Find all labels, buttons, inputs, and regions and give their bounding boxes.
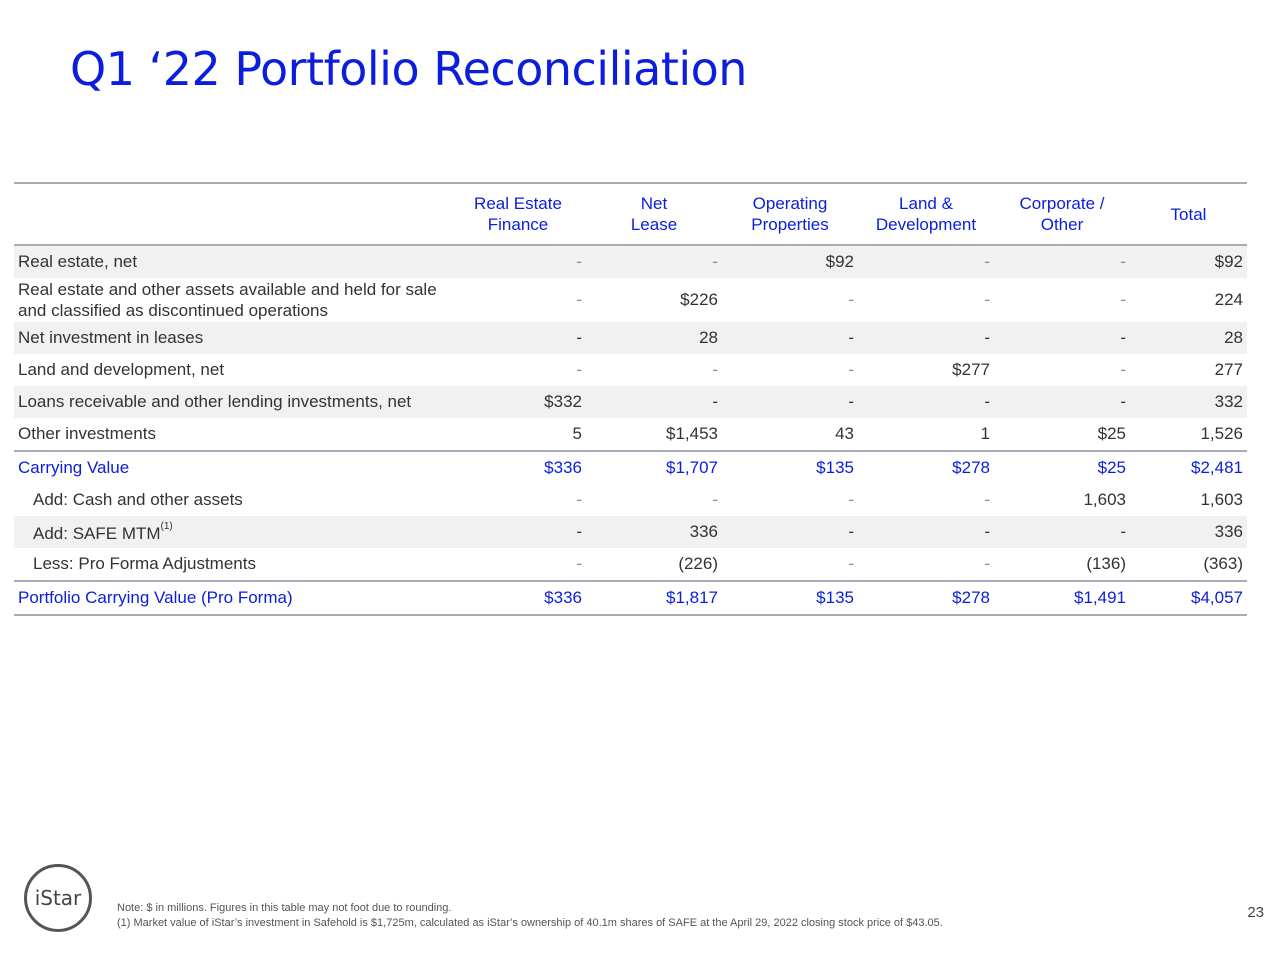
cell: $92	[722, 245, 858, 278]
cell: -	[576, 290, 582, 309]
page-title: Q1 ‘22 Portfolio Reconciliation	[70, 42, 747, 96]
cell: 1,526	[1200, 424, 1243, 443]
cell: -	[858, 245, 994, 278]
footnote-line: (1) Market value of iStar’s investment in Safehold is $1,725m, calculated as iStar’s ownership of 40.1m shares of SAFE at the April 29, 2022 closing stock price of $43.05.	[117, 917, 943, 929]
cell: 5	[572, 424, 582, 443]
cell: 336	[586, 516, 722, 548]
cell: $1,491	[1074, 588, 1126, 607]
note-line: Note: $ in millions. Figures in this table may not foot due to rounding.	[117, 902, 452, 914]
cell: $25	[1097, 458, 1126, 477]
table-row	[14, 245, 1247, 278]
carrying-value-row	[14, 451, 1247, 484]
column-header-real-estate-finance: Real Estate Finance	[474, 194, 562, 234]
cell: -	[722, 386, 858, 418]
cell: $4,057	[1191, 588, 1243, 607]
cell: 28	[1130, 322, 1247, 354]
column-header-corporate-other: Corporate / Other	[1019, 194, 1105, 234]
cell: -	[450, 322, 586, 354]
cell: 1	[980, 424, 990, 443]
cell: 43	[835, 424, 854, 443]
page-number: 23	[1247, 904, 1264, 921]
cell: $1,707	[666, 458, 718, 477]
cell: $2,481	[1191, 458, 1243, 477]
row-label: Loans receivable and other lending investments, net	[14, 386, 450, 418]
cell: 336	[1130, 516, 1247, 548]
cell: -	[712, 490, 718, 509]
cell: $1,453	[666, 424, 718, 443]
cell: -	[450, 516, 586, 548]
cell: $332	[450, 386, 586, 418]
cell: 277	[1214, 360, 1243, 379]
portfolio-total-row	[14, 581, 1247, 615]
column-header-net-lease: Net Lease	[630, 194, 678, 234]
row-label	[14, 516, 450, 548]
table-header-row	[14, 183, 1247, 245]
cell: $92	[1130, 245, 1247, 278]
footnotes	[117, 901, 1117, 931]
column-header-land-development: Land & Development	[875, 194, 977, 234]
cell: $25	[1097, 424, 1126, 443]
row-label: Add: Cash and other assets	[33, 490, 243, 509]
cell: -	[576, 360, 582, 379]
column-header-total: Total	[1170, 204, 1207, 224]
cell: $135	[816, 458, 854, 477]
row-label: Net investment in leases	[14, 322, 450, 354]
row-label: Carrying Value	[18, 458, 130, 477]
column-header-operating-properties: Operating Properties	[751, 194, 829, 234]
cell: (363)	[1203, 554, 1243, 573]
cell: -	[858, 516, 994, 548]
reconciliation-table	[14, 182, 1247, 616]
row-label: Real estate, net	[14, 245, 450, 278]
cell: $278	[952, 588, 990, 607]
cell: 332	[1130, 386, 1247, 418]
cell: -	[1120, 290, 1126, 309]
cell: -	[848, 554, 854, 573]
table-row	[14, 278, 1247, 322]
cell: $277	[952, 360, 990, 379]
cell: -	[722, 322, 858, 354]
table-row	[14, 548, 1247, 581]
row-label: Portfolio Carrying Value (Pro Forma)	[18, 588, 293, 607]
cell: 224	[1214, 290, 1243, 309]
cell: (136)	[1086, 554, 1126, 573]
cell: -	[848, 490, 854, 509]
cell: -	[1120, 360, 1126, 379]
cell: -	[858, 386, 994, 418]
cell: -	[994, 516, 1130, 548]
cell: -	[984, 554, 990, 573]
cell: -	[450, 245, 586, 278]
cell: -	[848, 290, 854, 309]
cell: (226)	[678, 554, 718, 573]
cell: -	[994, 245, 1130, 278]
table-row	[14, 354, 1247, 386]
header-blank	[14, 183, 450, 245]
cell: $336	[544, 458, 582, 477]
cell: -	[576, 490, 582, 509]
table-row	[14, 418, 1247, 451]
row-label-text: Add: SAFE MTM	[33, 523, 161, 543]
footnote-marker: (1)	[160, 520, 173, 532]
cell: -	[984, 490, 990, 509]
cell: $336	[544, 588, 582, 607]
table-row	[14, 484, 1247, 516]
cell: -	[994, 386, 1130, 418]
cell: $278	[952, 458, 990, 477]
cell: 1,603	[1200, 490, 1243, 509]
cell: $135	[816, 588, 854, 607]
cell: -	[858, 322, 994, 354]
row-label: Other investments	[18, 424, 156, 443]
cell: -	[848, 360, 854, 379]
cell: -	[722, 516, 858, 548]
cell: $1,817	[666, 588, 718, 607]
cell: -	[984, 290, 990, 309]
cell: -	[586, 386, 722, 418]
cell: 1,603	[1083, 490, 1126, 509]
logo-text: iStar	[34, 886, 82, 910]
cell: -	[576, 554, 582, 573]
cell: $226	[680, 290, 718, 309]
table-row	[14, 386, 1247, 418]
row-label: Real estate and other assets available and held for sale and classified as discontinued operations	[18, 280, 437, 320]
row-label: Land and development, net	[18, 360, 225, 379]
istar-logo	[24, 864, 92, 932]
cell: 28	[586, 322, 722, 354]
cell: -	[994, 322, 1130, 354]
cell: -	[712, 360, 718, 379]
table-row	[14, 516, 1247, 548]
row-label: Less: Pro Forma Adjustments	[33, 554, 256, 573]
table-row	[14, 322, 1247, 354]
cell: -	[586, 245, 722, 278]
